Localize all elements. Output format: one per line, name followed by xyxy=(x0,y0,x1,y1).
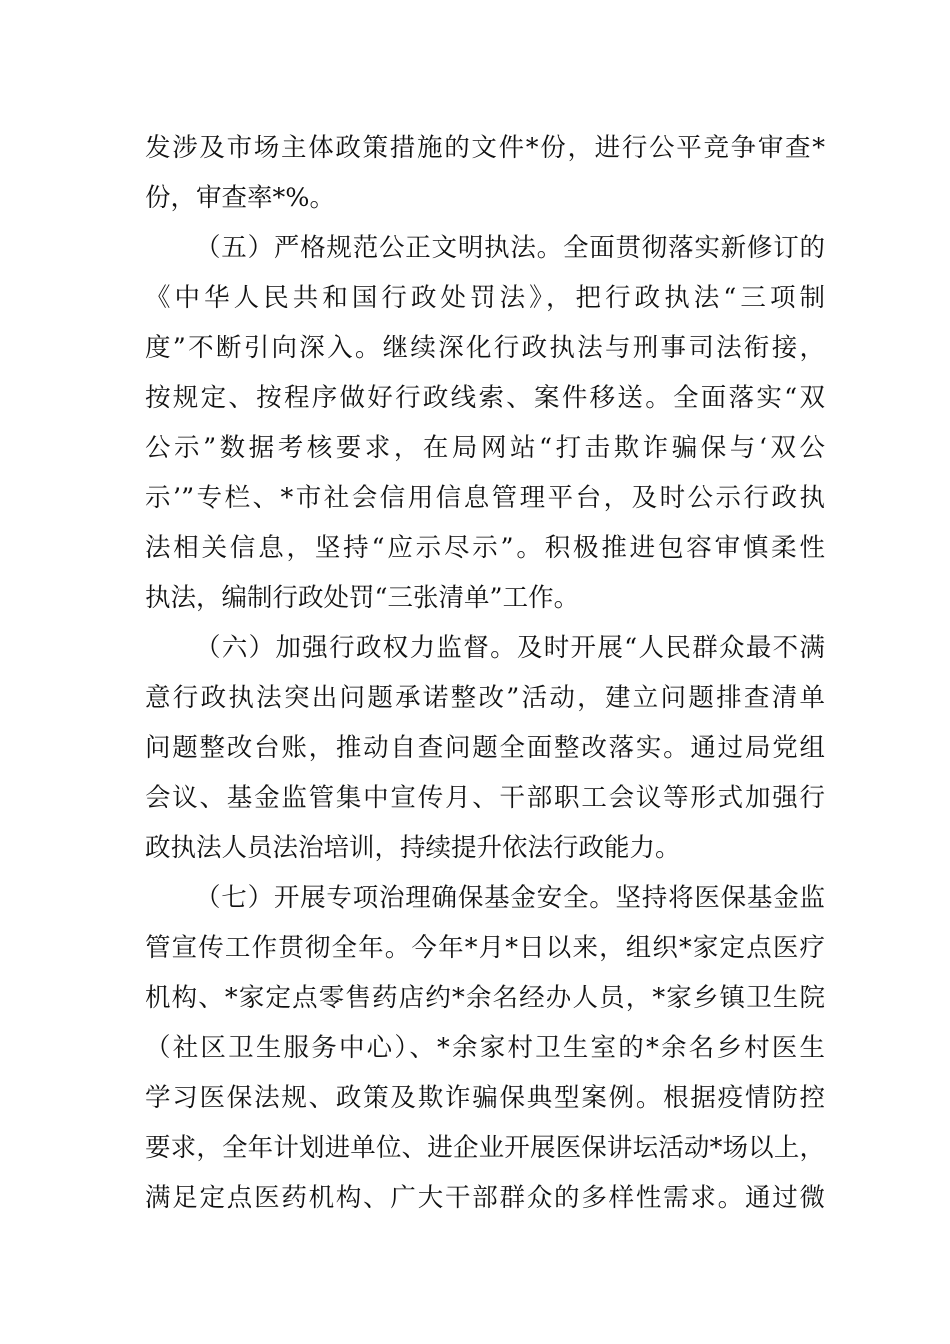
text-line: 公示”数据考核要求，在局网站“打击欺诈骗保与‘双公 xyxy=(145,433,825,463)
text-line: 度”不断引向深入。继续深化行政执法与刑事司法衔接， xyxy=(145,333,825,363)
text-line: 示’”专栏、*市社会信用信息管理平台，及时公示行政执 xyxy=(145,483,825,513)
text-line: 发涉及市场主体政策措施的文件*份，进行公平竞争审查* xyxy=(145,133,825,163)
text-line: 满足定点医药机构、广大干部群众的多样性需求。通过微 xyxy=(145,1183,825,1213)
text-line: 机构、*家定点零售药店约*余名经办人员，*家乡镇卫生院 xyxy=(145,983,825,1013)
paragraph-heading-7: （七）开展专项治理确保基金安全。坚持将医保基金监 xyxy=(195,883,825,913)
text-line: （社区卫生服务中心）、*余家村卫生室的*余名乡村医生 xyxy=(145,1033,825,1063)
text-line: 按规定、按程序做好行政线索、案件移送。全面落实“双 xyxy=(145,383,825,413)
paragraph-heading-6: （六）加强行政权力监督。及时开展“人民群众最不满 xyxy=(195,633,825,663)
text-line: 管宣传工作贯彻全年。今年*月*日以来，组织*家定点医疗 xyxy=(145,933,825,963)
text-line: 份，审查率*%。 xyxy=(145,183,335,213)
paragraph-heading-5: （五）严格规范公正文明执法。全面贯彻落实新修订的 xyxy=(195,233,825,263)
text-line: 要求，全年计划进单位、进企业开展医保讲坛活动*场以上， xyxy=(145,1133,825,1163)
text-line: 《中华人民共和国行政处罚法》，把行政执法“三项制 xyxy=(145,283,825,313)
text-line: 政执法人员法治培训，持续提升依法行政能力。 xyxy=(145,833,681,863)
text-line: 执法，编制行政处罚“三张清单”工作。 xyxy=(145,583,580,613)
text-line: 问题整改台账，推动自查问题全面整改落实。通过局党组 xyxy=(145,733,825,763)
text-line: 法相关信息，坚持“应示尽示”。积极推进包容审慎柔性 xyxy=(145,533,825,563)
text-line: 会议、基金监管集中宣传月、干部职工会议等形式加强行 xyxy=(145,783,825,813)
text-line: 学习医保法规、政策及欺诈骗保典型案例。根据疫情防控 xyxy=(145,1083,825,1113)
text-line: 意行政执法突出问题承诺整改”活动，建立问题排查清单 xyxy=(145,683,825,713)
